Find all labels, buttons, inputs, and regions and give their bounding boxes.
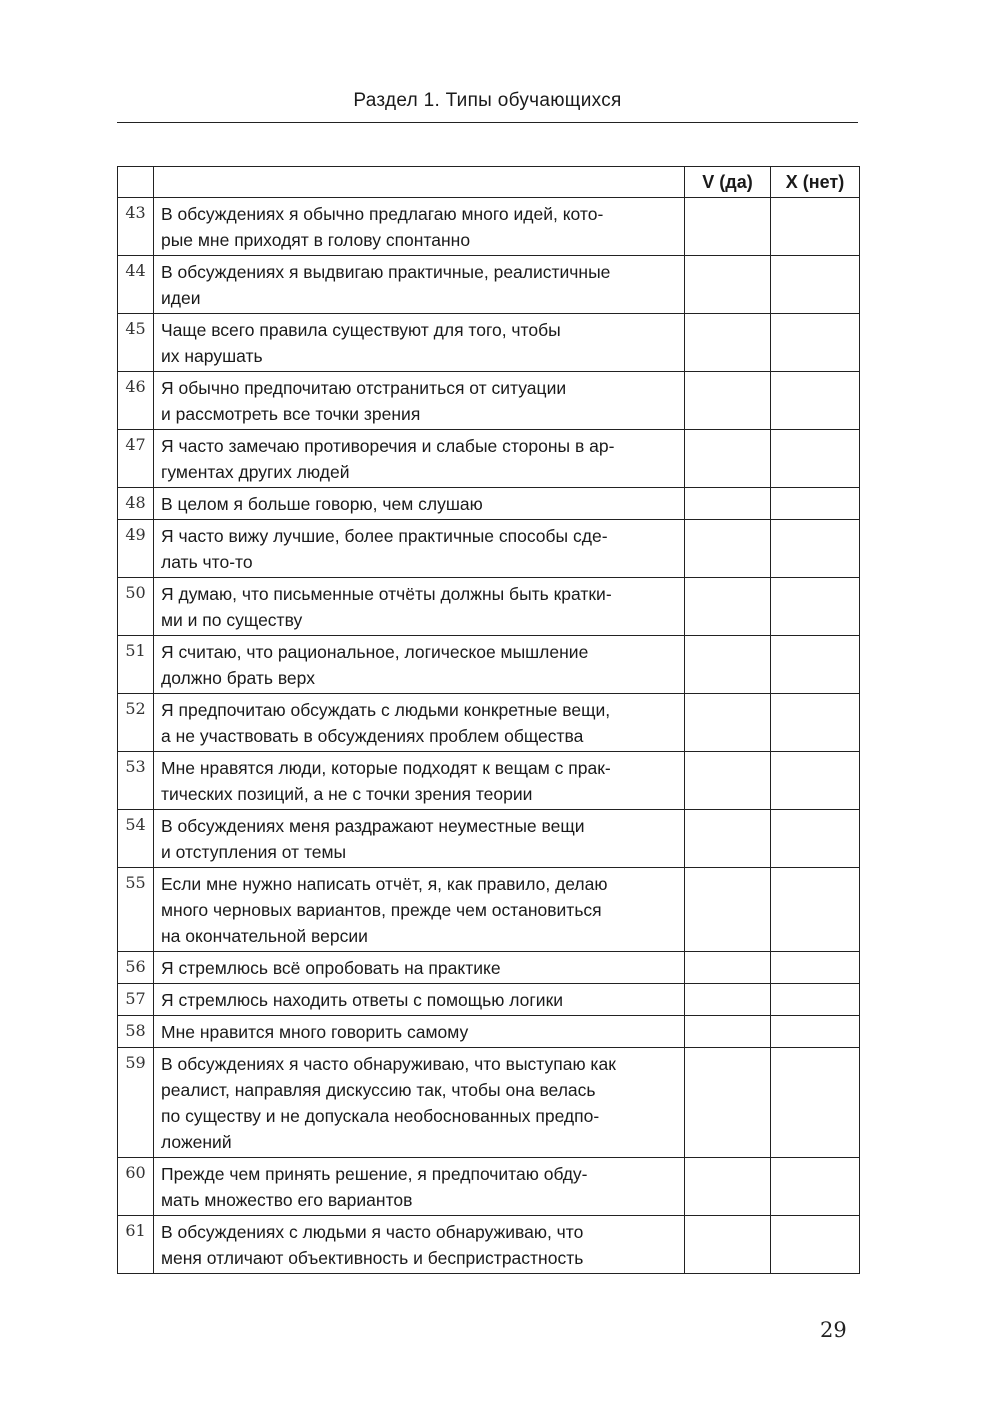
row-number: 49 bbox=[118, 520, 154, 578]
table-row bbox=[118, 198, 860, 256]
yes-answer-cell[interactable] bbox=[685, 430, 771, 488]
row-number: 45 bbox=[118, 314, 154, 372]
row-number: 57 bbox=[118, 984, 154, 1016]
table-row bbox=[118, 256, 860, 314]
no-answer-cell[interactable] bbox=[771, 1216, 860, 1274]
no-answer-cell[interactable] bbox=[771, 372, 860, 430]
section-title: Раздел 1. Типы обучающихся bbox=[353, 90, 622, 111]
table-row bbox=[118, 520, 860, 578]
no-answer-cell[interactable] bbox=[771, 578, 860, 636]
table-row bbox=[118, 952, 860, 984]
table-row bbox=[118, 488, 860, 520]
yes-answer-cell[interactable] bbox=[685, 810, 771, 868]
row-number: 56 bbox=[118, 952, 154, 984]
statement-text: Чаще всего правила существуют для того, чтобы их нарушать bbox=[154, 314, 685, 372]
statement-text: Если мне нужно написать отчёт, я, как правило, делаю много черновых вариантов, прежде чем остановиться на окончательной версии bbox=[154, 868, 685, 952]
no-answer-cell[interactable] bbox=[771, 984, 860, 1016]
page-number: 29 bbox=[820, 1318, 847, 1342]
row-number: 60 bbox=[118, 1158, 154, 1216]
no-answer-cell[interactable] bbox=[771, 868, 860, 952]
yes-answer-cell[interactable] bbox=[685, 372, 771, 430]
row-number: 53 bbox=[118, 752, 154, 810]
row-number: 50 bbox=[118, 578, 154, 636]
no-answer-cell[interactable] bbox=[771, 520, 860, 578]
statement-text: Я стремлюсь всё опробовать на практике bbox=[154, 952, 685, 984]
header-no: X (нет) bbox=[771, 167, 860, 198]
yes-answer-cell[interactable] bbox=[685, 314, 771, 372]
yes-answer-cell[interactable] bbox=[685, 256, 771, 314]
no-answer-cell[interactable] bbox=[771, 488, 860, 520]
row-number: 55 bbox=[118, 868, 154, 952]
yes-answer-cell[interactable] bbox=[685, 198, 771, 256]
table-row bbox=[118, 314, 860, 372]
yes-answer-cell[interactable] bbox=[685, 488, 771, 520]
statement-text: Я предпочитаю обсуждать с людьми конкретные вещи, а не участвовать в обсуждениях проблем общества bbox=[154, 694, 685, 752]
row-number: 43 bbox=[118, 198, 154, 256]
no-answer-cell[interactable] bbox=[771, 636, 860, 694]
table-row bbox=[118, 694, 860, 752]
yes-answer-cell[interactable] bbox=[685, 984, 771, 1016]
statement-text: Я думаю, что письменные отчёты должны быть кратки- ми и по существу bbox=[154, 578, 685, 636]
statement-text: В обсуждениях с людьми я часто обнаруживаю, что меня отличают объективность и беспристрастность bbox=[154, 1216, 685, 1274]
row-number: 58 bbox=[118, 1016, 154, 1048]
yes-answer-cell[interactable] bbox=[685, 868, 771, 952]
no-answer-cell[interactable] bbox=[771, 1016, 860, 1048]
yes-answer-cell[interactable] bbox=[685, 1158, 771, 1216]
table-row bbox=[118, 1048, 860, 1158]
table-row bbox=[118, 1216, 860, 1274]
table-row bbox=[118, 752, 860, 810]
table-row bbox=[118, 1158, 860, 1216]
row-number: 59 bbox=[118, 1048, 154, 1158]
yes-answer-cell[interactable] bbox=[685, 752, 771, 810]
row-number: 46 bbox=[118, 372, 154, 430]
table-row bbox=[118, 1016, 860, 1048]
row-number: 51 bbox=[118, 636, 154, 694]
yes-answer-cell[interactable] bbox=[685, 1016, 771, 1048]
no-answer-cell[interactable] bbox=[771, 1158, 860, 1216]
row-number: 48 bbox=[118, 488, 154, 520]
yes-answer-cell[interactable] bbox=[685, 1048, 771, 1158]
no-answer-cell[interactable] bbox=[771, 430, 860, 488]
table-row bbox=[118, 984, 860, 1016]
statement-text: Я считаю, что рациональное, логическое мышление должно брать верх bbox=[154, 636, 685, 694]
statement-text: Мне нравятся люди, которые подходят к вещам с прак- тических позиций, а не с точки зрения теории bbox=[154, 752, 685, 810]
statement-text: Мне нравится много говорить самому bbox=[154, 1016, 685, 1048]
statement-text: В обсуждениях меня раздражают неуместные вещи и отступления от темы bbox=[154, 810, 685, 868]
statement-text: В обсуждениях я обычно предлагаю много идей, кото- рые мне приходят в голову спонтанно bbox=[154, 198, 685, 256]
no-answer-cell[interactable] bbox=[771, 752, 860, 810]
questionnaire-table bbox=[117, 166, 860, 1274]
table-row bbox=[118, 372, 860, 430]
statement-text: Я часто вижу лучшие, более практичные способы сде- лать что-то bbox=[154, 520, 685, 578]
no-answer-cell[interactable] bbox=[771, 198, 860, 256]
yes-answer-cell[interactable] bbox=[685, 520, 771, 578]
no-answer-cell[interactable] bbox=[771, 256, 860, 314]
row-number: 52 bbox=[118, 694, 154, 752]
statement-text: В обсуждениях я часто обнаруживаю, что выступаю как реалист, направляя дискуссию так, чтобы она велась по существу и не допускала необоснованных предпо- ложений bbox=[154, 1048, 685, 1158]
statement-text: В целом я больше говорю, чем слушаю bbox=[154, 488, 685, 520]
header-statement bbox=[154, 167, 685, 198]
header-number bbox=[118, 167, 154, 198]
statement-text: Я часто замечаю противоречия и слабые стороны в ар- гументах других людей bbox=[154, 430, 685, 488]
table-row bbox=[118, 578, 860, 636]
row-number: 44 bbox=[118, 256, 154, 314]
statement-text: Прежде чем принять решение, я предпочитаю обду- мать множество его вариантов bbox=[154, 1158, 685, 1216]
row-number: 54 bbox=[118, 810, 154, 868]
running-header bbox=[117, 84, 858, 123]
table-row bbox=[118, 810, 860, 868]
no-answer-cell[interactable] bbox=[771, 694, 860, 752]
yes-answer-cell[interactable] bbox=[685, 1216, 771, 1274]
table-row bbox=[118, 636, 860, 694]
no-answer-cell[interactable] bbox=[771, 314, 860, 372]
header-yes: V (да) bbox=[685, 167, 771, 198]
yes-answer-cell[interactable] bbox=[685, 636, 771, 694]
no-answer-cell[interactable] bbox=[771, 952, 860, 984]
table-header-row bbox=[118, 167, 860, 198]
yes-answer-cell[interactable] bbox=[685, 952, 771, 984]
table-row bbox=[118, 430, 860, 488]
statement-text: В обсуждениях я выдвигаю практичные, реалистичные идеи bbox=[154, 256, 685, 314]
no-answer-cell[interactable] bbox=[771, 1048, 860, 1158]
no-answer-cell[interactable] bbox=[771, 810, 860, 868]
statement-text: Я стремлюсь находить ответы с помощью логики bbox=[154, 984, 685, 1016]
row-number: 61 bbox=[118, 1216, 154, 1274]
table-row bbox=[118, 868, 860, 952]
row-number: 47 bbox=[118, 430, 154, 488]
yes-answer-cell[interactable] bbox=[685, 694, 771, 752]
yes-answer-cell[interactable] bbox=[685, 578, 771, 636]
statement-text: Я обычно предпочитаю отстраниться от ситуации и рассмотреть все точки зрения bbox=[154, 372, 685, 430]
